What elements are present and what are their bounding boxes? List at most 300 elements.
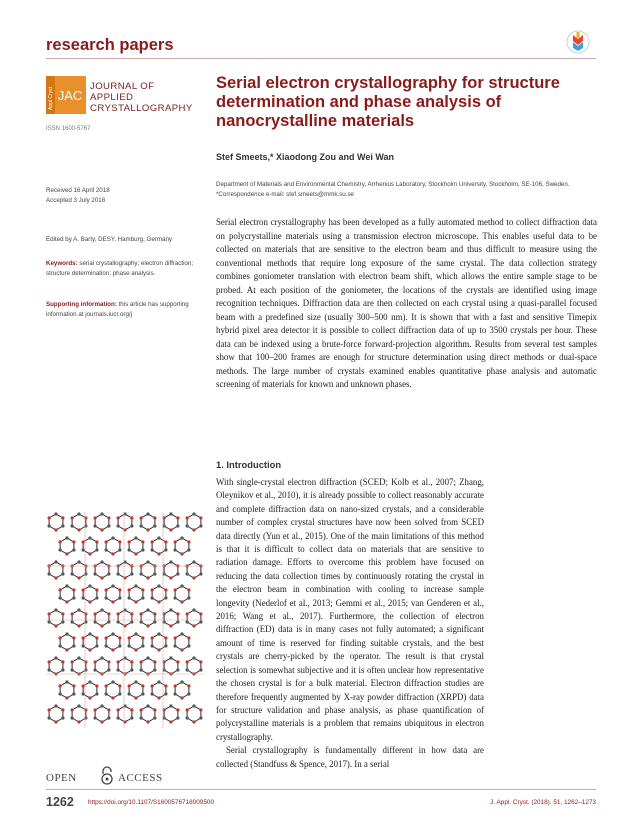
framework-ring <box>164 658 178 674</box>
framework-atom <box>100 656 103 659</box>
journal-name-line: CRYSTALLOGRAPHY <box>90 103 193 114</box>
framework-atom <box>153 668 156 671</box>
framework-ring <box>95 610 109 626</box>
framework-atom <box>187 588 190 591</box>
framework-atom <box>105 540 108 543</box>
framework-atom <box>65 632 68 635</box>
framework-ring <box>187 658 201 674</box>
framework-atom <box>174 588 177 591</box>
framework-atom <box>100 528 103 531</box>
framework-atom <box>128 692 131 695</box>
framework-ring <box>141 658 155 674</box>
framework-ring <box>106 538 120 554</box>
framework-atom <box>192 560 195 563</box>
framework-atom <box>111 536 114 539</box>
framework-atom <box>54 576 57 579</box>
framework-ring <box>141 706 155 722</box>
framework-atom <box>130 660 133 663</box>
logo-text: JAC <box>57 88 83 103</box>
framework-atom <box>199 660 202 663</box>
framework-atom <box>54 512 57 515</box>
framework-atom <box>157 536 160 539</box>
framework-ring <box>175 538 189 554</box>
framework-atom <box>48 620 51 623</box>
framework-atom <box>164 684 167 687</box>
framework-atom <box>77 704 80 707</box>
framework-ring <box>129 634 143 650</box>
framework-atom <box>117 572 120 575</box>
framework-atom <box>65 552 68 555</box>
framework-ring <box>175 586 189 602</box>
framework-atom <box>140 612 143 615</box>
framework-atom <box>140 716 143 719</box>
introduction-heading: 1. Introduction <box>216 459 282 470</box>
framework-ring <box>164 514 178 530</box>
framework-atom <box>128 644 131 647</box>
framework-atom <box>107 524 110 527</box>
framework-ring <box>49 706 63 722</box>
framework-atom <box>61 572 64 575</box>
framework-atom <box>105 596 108 599</box>
framework-atom <box>117 612 120 615</box>
framework-atom <box>71 524 74 527</box>
framework-atom <box>95 684 98 687</box>
supporting-text[interactable]: this article has supporting information at journals.iucr.org/j <box>46 301 189 318</box>
framework-ring <box>49 514 63 530</box>
framework-atom <box>107 516 110 519</box>
framework-atom <box>180 680 183 683</box>
framework-atom <box>151 636 154 639</box>
framework-atom <box>153 708 156 711</box>
framework-atom <box>65 696 68 699</box>
framework-atom <box>117 516 120 519</box>
framework-atom <box>59 540 62 543</box>
framework-atom <box>95 644 98 647</box>
framework-atom <box>141 588 144 591</box>
framework-atom <box>54 528 57 531</box>
framework-ring <box>72 610 86 626</box>
framework-atom <box>65 648 68 651</box>
framework-atom <box>77 656 80 659</box>
framework-atom <box>77 512 80 515</box>
framework-atom <box>141 540 144 543</box>
framework-atom <box>134 648 137 651</box>
framework-atom <box>164 644 167 647</box>
framework-ring <box>129 586 143 602</box>
article-dates <box>46 186 110 206</box>
framework-atom <box>186 620 189 623</box>
framework-atom <box>151 644 154 647</box>
framework-atom <box>100 624 103 627</box>
framework-atom <box>128 596 131 599</box>
framework-atom <box>128 540 131 543</box>
framework-atom <box>176 708 179 711</box>
framework-atom <box>169 512 172 515</box>
framework-atom <box>140 668 143 671</box>
framework-atom <box>88 680 91 683</box>
framework-atom <box>153 572 156 575</box>
framework-atom <box>118 644 121 647</box>
framework-atom <box>72 636 75 639</box>
framework-atom <box>59 692 62 695</box>
framework-atom <box>157 648 160 651</box>
edited-by: Edited by A. Barty, DESY, Hamburg, Germany <box>46 236 172 243</box>
framework-atom <box>105 588 108 591</box>
framework-atom <box>199 516 202 519</box>
framework-ring <box>152 682 166 698</box>
framework-ring <box>72 514 86 530</box>
framework-atom <box>118 692 121 695</box>
framework-atom <box>176 524 179 527</box>
framework-atom <box>134 696 137 699</box>
framework-atom <box>146 656 149 659</box>
framework-atom <box>187 644 190 647</box>
received-date: Received 16 April 2018 <box>46 187 110 194</box>
open-access-right: ACCESS <box>118 772 163 784</box>
framework-atom <box>192 720 195 723</box>
framework-atom <box>180 648 183 651</box>
framework-ring <box>129 538 143 554</box>
framework-atom <box>77 576 80 579</box>
framework-atom <box>61 612 64 615</box>
framework-atom <box>48 572 51 575</box>
framework-atom <box>180 536 183 539</box>
framework-atom <box>186 716 189 719</box>
framework-atom <box>169 608 172 611</box>
framework-atom <box>111 632 114 635</box>
framework-atom <box>176 660 179 663</box>
framework-atom <box>105 692 108 695</box>
framework-atom <box>61 668 64 671</box>
framework-atom <box>100 576 103 579</box>
framework-atom <box>164 636 167 639</box>
framework-ring <box>187 562 201 578</box>
framework-atom <box>186 524 189 527</box>
framework-atom <box>105 684 108 687</box>
framework-atom <box>105 644 108 647</box>
logo-subtitle: Appl Cryst <box>48 86 54 110</box>
framework-atom <box>186 708 189 711</box>
framework-atom <box>192 656 195 659</box>
framework-atom <box>54 704 57 707</box>
framework-atom <box>130 716 133 719</box>
framework-atom <box>54 720 57 723</box>
framework-atom <box>157 600 160 603</box>
framework-atom <box>174 596 177 599</box>
framework-atom <box>72 596 75 599</box>
framework-atom <box>140 524 143 527</box>
framework-atom <box>59 596 62 599</box>
framework-atom <box>111 600 114 603</box>
framework-atom <box>187 684 190 687</box>
framework-atom <box>111 552 114 555</box>
doi-link[interactable]: https://doi.org/10.1107/S1600576718009500 <box>88 799 215 806</box>
framework-atom <box>71 716 74 719</box>
framework-atom <box>88 584 91 587</box>
framework-atom <box>88 696 91 699</box>
framework-atom <box>187 596 190 599</box>
framework-ring <box>118 706 132 722</box>
framework-atom <box>107 612 110 615</box>
framework-ring <box>60 682 74 698</box>
crystal-structure-figure <box>46 512 204 728</box>
framework-atom <box>94 620 97 623</box>
framework-ring <box>187 514 201 530</box>
authors: Stef Smeets,* Xiaodong Zou and Wei Wan <box>216 152 395 162</box>
framework-atom <box>153 660 156 663</box>
journal-name-line: APPLIED <box>90 92 134 103</box>
framework-atom <box>77 624 80 627</box>
framework-ring <box>60 634 74 650</box>
framework-atom <box>174 548 177 551</box>
framework-atom <box>199 668 202 671</box>
framework-atom <box>153 516 156 519</box>
framework-atom <box>111 696 114 699</box>
framework-atom <box>128 684 131 687</box>
framework-ring <box>187 610 201 626</box>
framework-atom <box>48 668 51 671</box>
framework-atom <box>72 588 75 591</box>
framework-atom <box>130 668 133 671</box>
framework-ring <box>175 634 189 650</box>
framework-atom <box>153 612 156 615</box>
framework-atom <box>65 536 68 539</box>
framework-atom <box>61 716 64 719</box>
framework-atom <box>169 528 172 531</box>
framework-atom <box>95 548 98 551</box>
framework-atom <box>164 692 167 695</box>
framework-ring <box>164 610 178 626</box>
framework-atom <box>65 600 68 603</box>
framework-atom <box>48 708 51 711</box>
framework-atom <box>192 704 195 707</box>
framework-atom <box>186 668 189 671</box>
framework-atom <box>130 524 133 527</box>
keywords-label: Keywords: <box>46 260 78 267</box>
introduction-body <box>216 476 484 771</box>
framework-atom <box>54 656 57 659</box>
framework-atom <box>151 692 154 695</box>
framework-atom <box>141 644 144 647</box>
framework-atom <box>82 684 85 687</box>
framework-atom <box>153 620 156 623</box>
framework-atom <box>192 608 195 611</box>
framework-atom <box>117 708 120 711</box>
framework-atom <box>174 540 177 543</box>
framework-atom <box>130 620 133 623</box>
framework-atom <box>130 612 133 615</box>
framework-atom <box>176 620 179 623</box>
framework-atom <box>77 608 80 611</box>
framework-atom <box>140 620 143 623</box>
framework-ring <box>164 706 178 722</box>
framework-atom <box>95 692 98 695</box>
framework-ring <box>141 562 155 578</box>
open-access-lock-icon <box>102 767 112 784</box>
framework-ring <box>118 514 132 530</box>
framework-atom <box>199 572 202 575</box>
framework-atom <box>169 624 172 627</box>
framework-atom <box>169 704 172 707</box>
framework-ring <box>152 634 166 650</box>
keywords <box>46 259 196 279</box>
framework-atom <box>117 620 120 623</box>
page-number: 1262 <box>46 795 74 809</box>
framework-atom <box>71 572 74 575</box>
framework-atom <box>157 696 160 699</box>
framework-ring <box>129 682 143 698</box>
framework-atom <box>95 596 98 599</box>
footer-divider <box>46 789 596 790</box>
framework-atom <box>164 540 167 543</box>
framework-atom <box>192 576 195 579</box>
framework-atom <box>134 632 137 635</box>
framework-atom <box>77 720 80 723</box>
framework-atom <box>88 632 91 635</box>
framework-atom <box>94 612 97 615</box>
framework-atom <box>199 708 202 711</box>
framework-atom <box>107 620 110 623</box>
framework-atom <box>153 716 156 719</box>
framework-atom <box>199 716 202 719</box>
supporting-label: Supporting information: <box>46 301 117 308</box>
abstract: Serial electron crystallography has been developed as a fully automated method to collect diffraction data on polycrystalline materials using a transmission electron microscope. This enables useful data to be collected on materials that are sensitive to the electron beam and thus difficult to measure using the conventional methods that require long exposure of the same crystal. The data collection strategy combines goniometer translation with electron beam shift, which allows the entire sample stage to be probed. At each position of the goniometer, the locations of the crystals are identified using image recognition techniques. Diffraction data are then collected on each crystal using a quasi-parallel focused beam with a predefined size (usually 300–500 nm). It is shown that with a fast and sensitive Timepix hybrid pixel area detector it is possible to collect diffraction data of up to 3500 crystals per hour. These data can be indexed using a brute-force forward-projection algorithm. Results from several test samples show that 100–200 frames are enough for structure determination using direct methods or dual-space methods. The large number of crystals examined enables quantitative phase analysis and automatic screening of materials for known and unknown phases. <box>216 217 597 389</box>
framework-atom <box>100 608 103 611</box>
framework-atom <box>72 692 75 695</box>
framework-atom <box>186 612 189 615</box>
framework-ring <box>152 586 166 602</box>
framework-atom <box>59 588 62 591</box>
header-divider <box>46 58 596 59</box>
framework-atom <box>164 588 167 591</box>
framework-atom <box>134 584 137 587</box>
framework-atom <box>59 548 62 551</box>
framework-atom <box>174 692 177 695</box>
framework-ring <box>95 658 109 674</box>
framework-atom <box>180 552 183 555</box>
framework-atom <box>117 668 120 671</box>
framework-atom <box>146 528 149 531</box>
framework-atom <box>174 684 177 687</box>
framework-atom <box>141 596 144 599</box>
framework-atom <box>107 660 110 663</box>
framework-atom <box>72 548 75 551</box>
framework-atom <box>71 660 74 663</box>
journal-logo <box>46 76 86 114</box>
framework-atom <box>151 596 154 599</box>
framework-atom <box>176 572 179 575</box>
framework-atom <box>199 612 202 615</box>
framework-atom <box>180 696 183 699</box>
framework-atom <box>153 524 156 527</box>
framework-atom <box>141 548 144 551</box>
intro-paragraph: Serial crystallography is fundamentally different in how data are collected (Standfuss & Spence, 2017). In a serial <box>216 745 484 769</box>
framework-atom <box>54 624 57 627</box>
framework-atom <box>111 648 114 651</box>
journal-name <box>90 81 193 114</box>
framework-atom <box>128 548 131 551</box>
framework-atom <box>187 540 190 543</box>
framework-atom <box>54 608 57 611</box>
accepted-date: Accepted 3 July 2018 <box>46 197 106 204</box>
framework-ring <box>118 658 132 674</box>
framework-atom <box>187 636 190 639</box>
framework-atom <box>176 612 179 615</box>
framework-atom <box>48 716 51 719</box>
framework-atom <box>174 636 177 639</box>
framework-ring <box>106 634 120 650</box>
framework-atom <box>192 624 195 627</box>
framework-atom <box>107 572 110 575</box>
framework-atom <box>128 588 131 591</box>
framework-atom <box>141 692 144 695</box>
framework-ring <box>141 514 155 530</box>
framework-atom <box>128 636 131 639</box>
intro-paragraph: With single-crystal electron diffraction (SCED; Kolb et al., 2007; Zhang, Oleynikov et al., 2010), it is already possible to collect reasonably accurate and complete diffraction data on nano-sized crystals, and a considerable number of complex crystal structures have now been solved from SCED data directly (Yun et al., 2015). One of the main limitations of this method is that it is difficult to collect data on materials that are sensitive to radiation damage. Efforts to overcome this problem have focused on reducing the data collection times by continuously rotating the crystal in the electron beam in combination with cooling to increase sample longevity (Nederlof et al., 2013; Gemmi et al., 2015; van Genderen et al., 2016; Wang et al., 2017). Furthermore, the collection of electron diffraction (ED) data is in many cases not fully automated; a significant amount of time is reserved for finding suitable crystals, and the best crystals are cherry-picked by the operator. The result is that crystal selection is somewhat subjective and it is often unclear how representative the chosen crystal is for a bulk material. Electron diffraction studies are therefore frequently augmented by X-ray powder diffraction (XRPD) data for structure validation and phase analysis, as phase quantification of polycrystalline materials is a problem that remains ubiquitous in electron crystallography. <box>216 477 484 742</box>
framework-atom <box>48 612 51 615</box>
framework-atom <box>88 536 91 539</box>
framework-atom <box>174 644 177 647</box>
framework-atom <box>146 560 149 563</box>
framework-atom <box>88 600 91 603</box>
framework-atom <box>94 516 97 519</box>
keywords-text: serial crystallography; electron diffraction; structure determination; phase analysis. <box>46 260 194 277</box>
framework-atom <box>118 548 121 551</box>
framework-atom <box>186 516 189 519</box>
framework-atom <box>111 584 114 587</box>
framework-atom <box>192 512 195 515</box>
framework-atom <box>140 572 143 575</box>
framework-atom <box>187 548 190 551</box>
framework-atom <box>61 524 64 527</box>
framework-atom <box>146 512 149 515</box>
framework-atom <box>134 680 137 683</box>
open-access-left: OPEN <box>46 772 77 784</box>
supporting-info <box>46 300 196 320</box>
framework-atom <box>117 524 120 527</box>
journal-name-line: JOURNAL OF <box>90 81 155 92</box>
framework-atom <box>94 668 97 671</box>
framework-ring <box>49 610 63 626</box>
framework-atom <box>141 636 144 639</box>
framework-ring <box>106 682 120 698</box>
framework-atom <box>169 720 172 723</box>
framework-atom <box>180 600 183 603</box>
framework-ring <box>49 562 63 578</box>
framework-atom <box>94 524 97 527</box>
framework-atom <box>48 524 51 527</box>
framework-atom <box>82 596 85 599</box>
framework-atom <box>100 704 103 707</box>
framework-atom <box>117 660 120 663</box>
framework-atom <box>140 708 143 711</box>
framework-atom <box>59 684 62 687</box>
framework-atom <box>186 572 189 575</box>
framework-atom <box>82 644 85 647</box>
citation: J. Appl. Cryst. (2018). 51, 1262–1273 <box>490 799 596 806</box>
framework-atom <box>199 620 202 623</box>
framework-atom <box>94 572 97 575</box>
framework-atom <box>72 540 75 543</box>
framework-atom <box>107 668 110 671</box>
framework-atom <box>61 708 64 711</box>
crossmark-icon[interactable] <box>566 30 590 54</box>
framework-atom <box>157 680 160 683</box>
framework-ring <box>95 562 109 578</box>
framework-atom <box>54 560 57 563</box>
framework-atom <box>65 584 68 587</box>
framework-ring <box>118 610 132 626</box>
